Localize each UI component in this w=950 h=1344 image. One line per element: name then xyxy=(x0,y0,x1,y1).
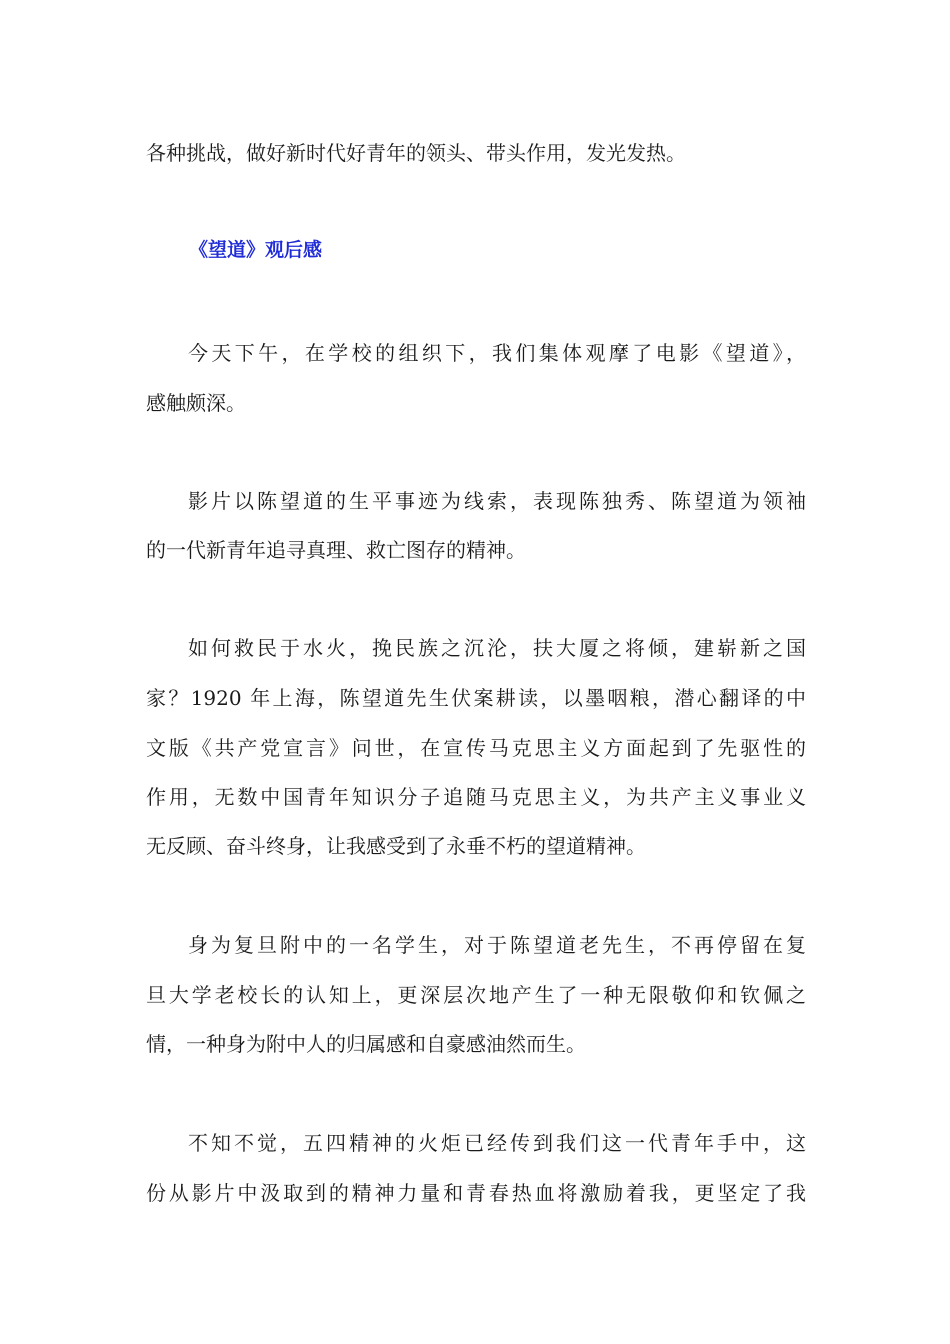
paragraph-2-line-2: 的一代新青年追寻真理、救亡图存的精神。 xyxy=(146,538,526,562)
paragraph-1-line-2: 感触颇深。 xyxy=(146,391,246,415)
paragraph-1-line-1: 今天下午，在学校的组织下，我们集体观摩了电影《望道》， xyxy=(188,341,806,365)
paragraph-3-line-5: 无反顾、奋斗终身，让我感受到了永垂不朽的望道精神。 xyxy=(146,834,646,858)
paragraph-4-line-1: 身为复旦附中的一名学生，对于陈望道老先生，不再停留在复 xyxy=(188,933,806,957)
paragraph-4-line-2: 旦大学老校长的认知上，更深层次地产生了一种无限敬仰和钦佩之 xyxy=(146,983,806,1007)
paragraph-3-line-4: 作用，无数中国青年知识分子追随马克思主义，为共产主义事业义 xyxy=(146,785,806,809)
paragraph-4-line-3: 情，一种身为附中人的归属感和自豪感油然而生。 xyxy=(146,1032,586,1056)
paragraph-5-line-2: 份从影片中汲取到的精神力量和青春热血将激励着我，更坚定了我 xyxy=(146,1181,806,1205)
paragraph-3-line-2: 家？1920 年上海，陈望道先生伏案耕读，以墨咽粮，潜心翻译的中 xyxy=(146,686,806,710)
paragraph-5-line-1: 不知不觉，五四精神的火炬已经传到我们这一代青年手中，这 xyxy=(188,1131,806,1155)
paragraph-3-line-3: 文版《共产党宣言》问世，在宣传马克思主义方面起到了先驱性的 xyxy=(146,736,806,760)
paragraph-2-line-1: 影片以陈望道的生平事迹为线索，表现陈独秀、陈望道为领袖 xyxy=(188,489,806,513)
section-heading: 《望道》观后感 xyxy=(189,239,323,261)
paragraph-3-line-1: 如何救民于水火，挽民族之沉沦，扶大厦之将倾，建崭新之国 xyxy=(188,636,806,660)
intro-line: 各种挑战，做好新时代好青年的领头、带头作用，发光发热。 xyxy=(146,141,686,165)
